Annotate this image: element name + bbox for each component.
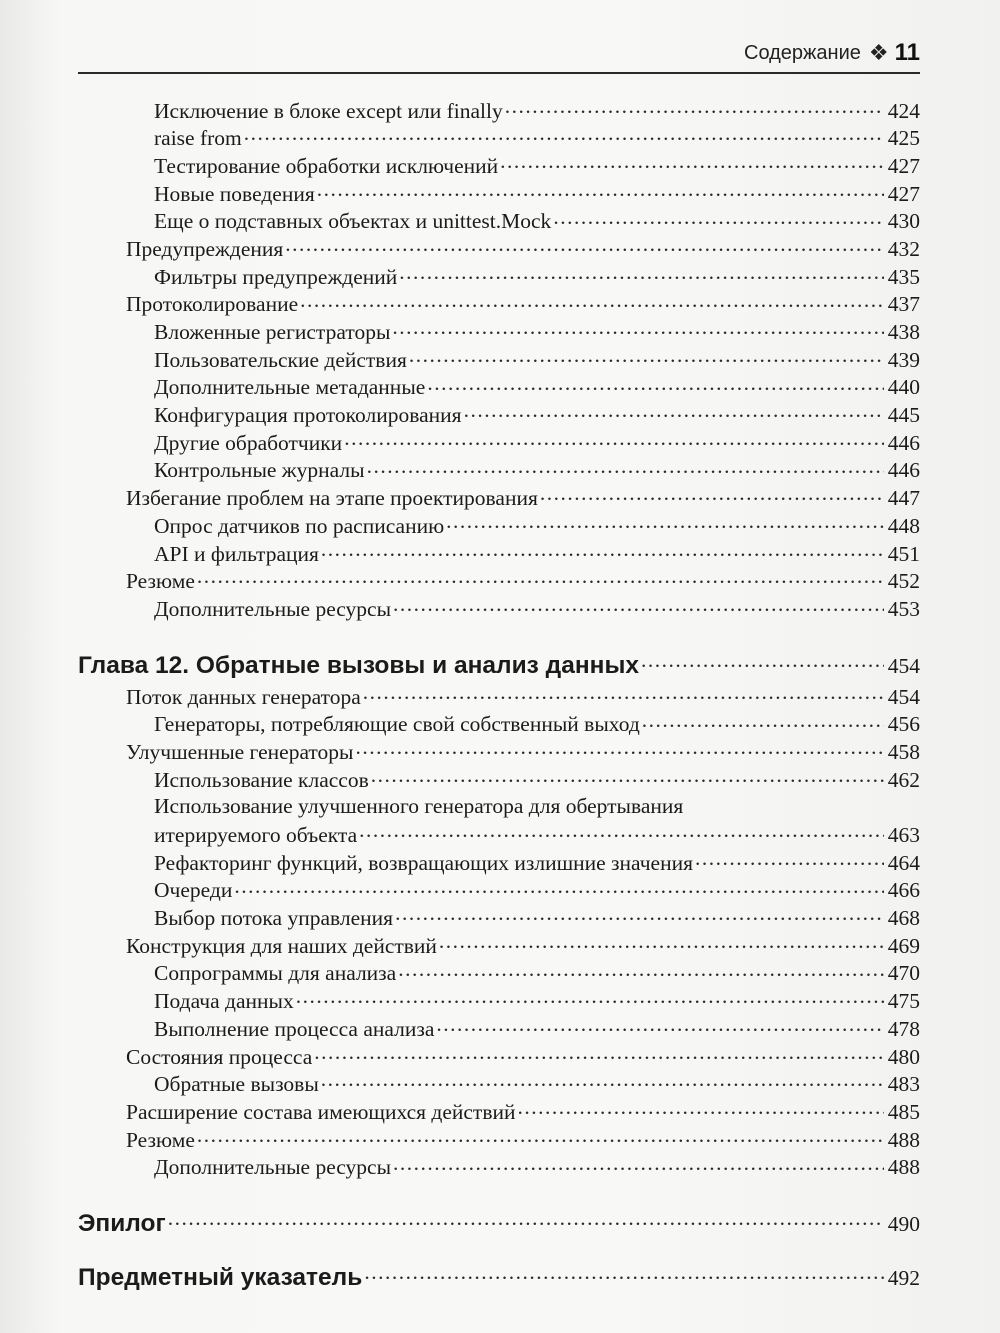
toc-entry-title: Опрос датчиков по расписанию [154, 513, 445, 538]
toc-entry-title: Дополнительные метаданные [154, 375, 426, 400]
dot-leader [505, 96, 884, 118]
toc-entry-title: Тестирование обработки исключений [154, 153, 499, 178]
table-of-contents [78, 96, 920, 1294]
dot-leader [367, 456, 884, 478]
toc-entry-title: Дополнительные ресурсы [154, 596, 392, 621]
dot-leader [197, 1125, 884, 1147]
dot-leader [317, 179, 884, 201]
toc-entry-title: Конструкция для наших действий [126, 933, 437, 958]
toc-entry-page: 470 [887, 961, 920, 986]
toc-entry-title: API и фильтрация [154, 541, 319, 566]
dot-leader [540, 484, 884, 506]
toc-entry-title: Генераторы, потребляющие свой собственный выход [154, 712, 640, 737]
toc-entry-page: 454 [887, 684, 920, 709]
toc-entry-title: Поток данных генератора [126, 684, 361, 709]
toc-entry [78, 290, 920, 318]
toc-entry-title: Эпилог [78, 1210, 166, 1238]
dot-leader [285, 234, 884, 256]
toc-entry-page: 488 [887, 1155, 920, 1180]
toc-entry-page: 454 [887, 654, 920, 679]
toc-entry [78, 179, 920, 207]
dot-leader [518, 1097, 885, 1119]
dot-leader [464, 401, 884, 423]
dot-leader [359, 821, 884, 843]
toc-entry-page: 469 [887, 933, 920, 958]
toc-entry-title: raise from [154, 126, 242, 151]
toc-entry [78, 594, 920, 622]
toc-entry-title: Расширение состава имеющихся действий [126, 1099, 516, 1124]
toc-entry-page: 456 [887, 712, 920, 737]
toc-entry [78, 793, 920, 821]
toc-entry-title: Улучшенные генераторы [126, 739, 354, 764]
toc-entry [78, 345, 920, 373]
toc-entry-title: Пользовательские действия [154, 347, 407, 372]
toc-entry-title: Выполнение процесса анализа [154, 1016, 435, 1041]
toc-entry-title: Обратные вызовы [154, 1072, 319, 1097]
toc-entry-page: 464 [887, 850, 920, 875]
toc-entry [78, 1014, 920, 1042]
toc-entry [78, 1070, 920, 1098]
dot-leader [392, 318, 884, 340]
toc-entry-title: Предметный указатель [78, 1264, 363, 1292]
toc-entry [78, 124, 920, 152]
toc-entry-title: Контрольные журналы [154, 458, 365, 483]
toc-entry-page: 483 [887, 1072, 920, 1097]
toc-chapter-entry [78, 650, 920, 682]
toc-entry-page: 462 [887, 767, 920, 792]
toc-entry [78, 682, 920, 710]
dot-leader [364, 1264, 884, 1286]
toc-entry-page: 478 [887, 1016, 920, 1041]
toc-entry-page: 466 [887, 878, 920, 903]
toc-entry [78, 1125, 920, 1153]
toc-entry [78, 428, 920, 456]
toc-entry [78, 904, 920, 932]
toc-entry-title: Выбор потока управления [154, 906, 394, 931]
toc-entry-page: 480 [887, 1044, 920, 1069]
toc-entry [78, 959, 920, 987]
toc-entry [78, 151, 920, 179]
toc-entry-page: 447 [887, 486, 920, 511]
toc-entry-page: 458 [887, 739, 920, 764]
running-header [78, 34, 920, 74]
toc-entry [78, 262, 920, 290]
toc-entry [78, 401, 920, 429]
toc-entry-continuation [78, 821, 920, 849]
toc-entry [78, 876, 920, 904]
toc-entry [78, 1153, 920, 1181]
dot-leader [398, 959, 884, 981]
toc-entry [78, 567, 920, 595]
toc-entry-title: Дополнительные ресурсы [154, 1155, 392, 1180]
toc-entry-page: 425 [887, 126, 920, 151]
toc-entry-page: 427 [887, 181, 920, 206]
toc-entry-title: Подача данных [154, 989, 294, 1014]
dot-leader [197, 567, 884, 589]
toc-entry [78, 765, 920, 793]
toc-entry-page: 427 [887, 153, 920, 178]
toc-entry [78, 987, 920, 1015]
dot-leader [363, 682, 884, 704]
toc-entry [78, 931, 920, 959]
toc-entry [78, 234, 920, 262]
toc-entry [78, 539, 920, 567]
dot-leader [296, 987, 884, 1009]
toc-chapter-entry [78, 1208, 920, 1240]
dot-leader [641, 652, 884, 674]
toc-entry-page: 475 [887, 989, 920, 1014]
header-separator-icon: ❖ [868, 40, 889, 65]
toc-entry-title: Состояния процесса [126, 1044, 313, 1069]
toc-entry [78, 710, 920, 738]
dot-leader [355, 737, 884, 759]
toc-entry-page: 448 [887, 513, 920, 538]
toc-entry [78, 318, 920, 346]
dot-leader [321, 1070, 884, 1092]
dot-leader [244, 124, 884, 146]
dot-leader [695, 848, 884, 870]
toc-entry-title: Протоколирование [126, 292, 299, 317]
toc-entry-title: Использование классов [154, 767, 369, 792]
header-section-title: Содержание [744, 41, 861, 64]
toc-entry-page: 492 [887, 1266, 920, 1291]
toc-entry-title: Вложенные регистраторы [154, 320, 391, 344]
toc-entry-page: 424 [887, 98, 920, 123]
toc-entry-title: Предупреждения [126, 236, 284, 261]
toc-entry-page: 490 [887, 1212, 920, 1237]
toc-entry-title: Резюме [126, 1127, 195, 1152]
toc-entry-title: Глава 12. Обратные вызовы и анализ данных [78, 652, 639, 680]
dot-leader [553, 207, 884, 229]
toc-entry-page: 452 [887, 569, 920, 594]
dot-leader [642, 710, 884, 732]
dot-leader [314, 1042, 884, 1064]
toc-entry [78, 1097, 920, 1125]
toc-entry-title: Фильтры предупреждений [154, 264, 398, 289]
toc-entry-page: 453 [887, 596, 920, 621]
dot-leader [427, 373, 884, 395]
dot-leader [234, 876, 884, 898]
dot-leader [321, 539, 884, 561]
dot-leader [300, 290, 884, 312]
toc-entry [78, 511, 920, 539]
dot-leader [371, 765, 884, 787]
toc-entry-title: Избегание проблем на этапе проектирования [126, 486, 538, 511]
toc-entry [78, 207, 920, 235]
toc-entry [78, 456, 920, 484]
toc-entry-page: 446 [887, 458, 920, 483]
toc-entry-title: Новые поведения [154, 181, 315, 206]
toc-entry-page: 445 [887, 403, 920, 428]
toc-entry [78, 373, 920, 401]
dot-leader [393, 1153, 884, 1175]
dot-leader [168, 1210, 884, 1232]
toc-entry-page: 437 [887, 292, 920, 317]
toc-entry [78, 1042, 920, 1070]
toc-entry-page: 440 [887, 375, 920, 400]
dot-leader [436, 1014, 884, 1036]
toc-entry-page: 439 [887, 347, 920, 372]
toc-entry-page: 430 [887, 209, 920, 234]
toc-chapter-entry [78, 1262, 920, 1294]
dot-leader [500, 151, 884, 173]
toc-entry [78, 96, 920, 124]
toc-entry-title: Другие обработчики [154, 430, 343, 455]
header-page-number: 11 [894, 39, 920, 66]
toc-entry-title: Резюме [126, 569, 195, 594]
toc-entry [78, 484, 920, 512]
dot-leader [409, 345, 884, 367]
toc-entry [78, 848, 920, 876]
toc-entry-page: 438 [887, 320, 920, 344]
toc-entry-title: Исключение в блоке except или finally [154, 98, 503, 123]
toc-entry-title-continued: итерируемого объекта [154, 823, 358, 847]
toc-entry-page: 446 [887, 430, 920, 455]
dot-leader [439, 931, 884, 953]
toc-entry-title: Использование улучшенного генератора для обертывания [154, 793, 684, 818]
dot-leader [399, 262, 884, 284]
toc-entry-title: Очереди [154, 878, 233, 903]
toc-entry-page: 488 [887, 1127, 920, 1152]
toc-entry-page: 435 [887, 264, 920, 289]
dot-leader [395, 904, 884, 926]
toc-entry-title: Конфигурация протоколирования [154, 403, 462, 428]
toc-entry-page: 485 [887, 1099, 920, 1124]
toc-entry-page: 463 [887, 823, 920, 847]
toc-entry-title: Рефакторинг функций, возвращающих излишние значения [154, 850, 693, 875]
dot-leader [393, 594, 884, 616]
toc-entry-page: 432 [887, 236, 920, 261]
dot-leader [344, 428, 884, 450]
dot-leader [446, 511, 884, 533]
toc-entry-page: 468 [887, 906, 920, 931]
toc-entry [78, 737, 920, 765]
toc-entry-page: 451 [887, 541, 920, 566]
toc-entry-title: Еще о подставных объектах и unittest.Mock [154, 209, 552, 234]
toc-entry-title: Сопрограммы для анализа [154, 961, 397, 986]
